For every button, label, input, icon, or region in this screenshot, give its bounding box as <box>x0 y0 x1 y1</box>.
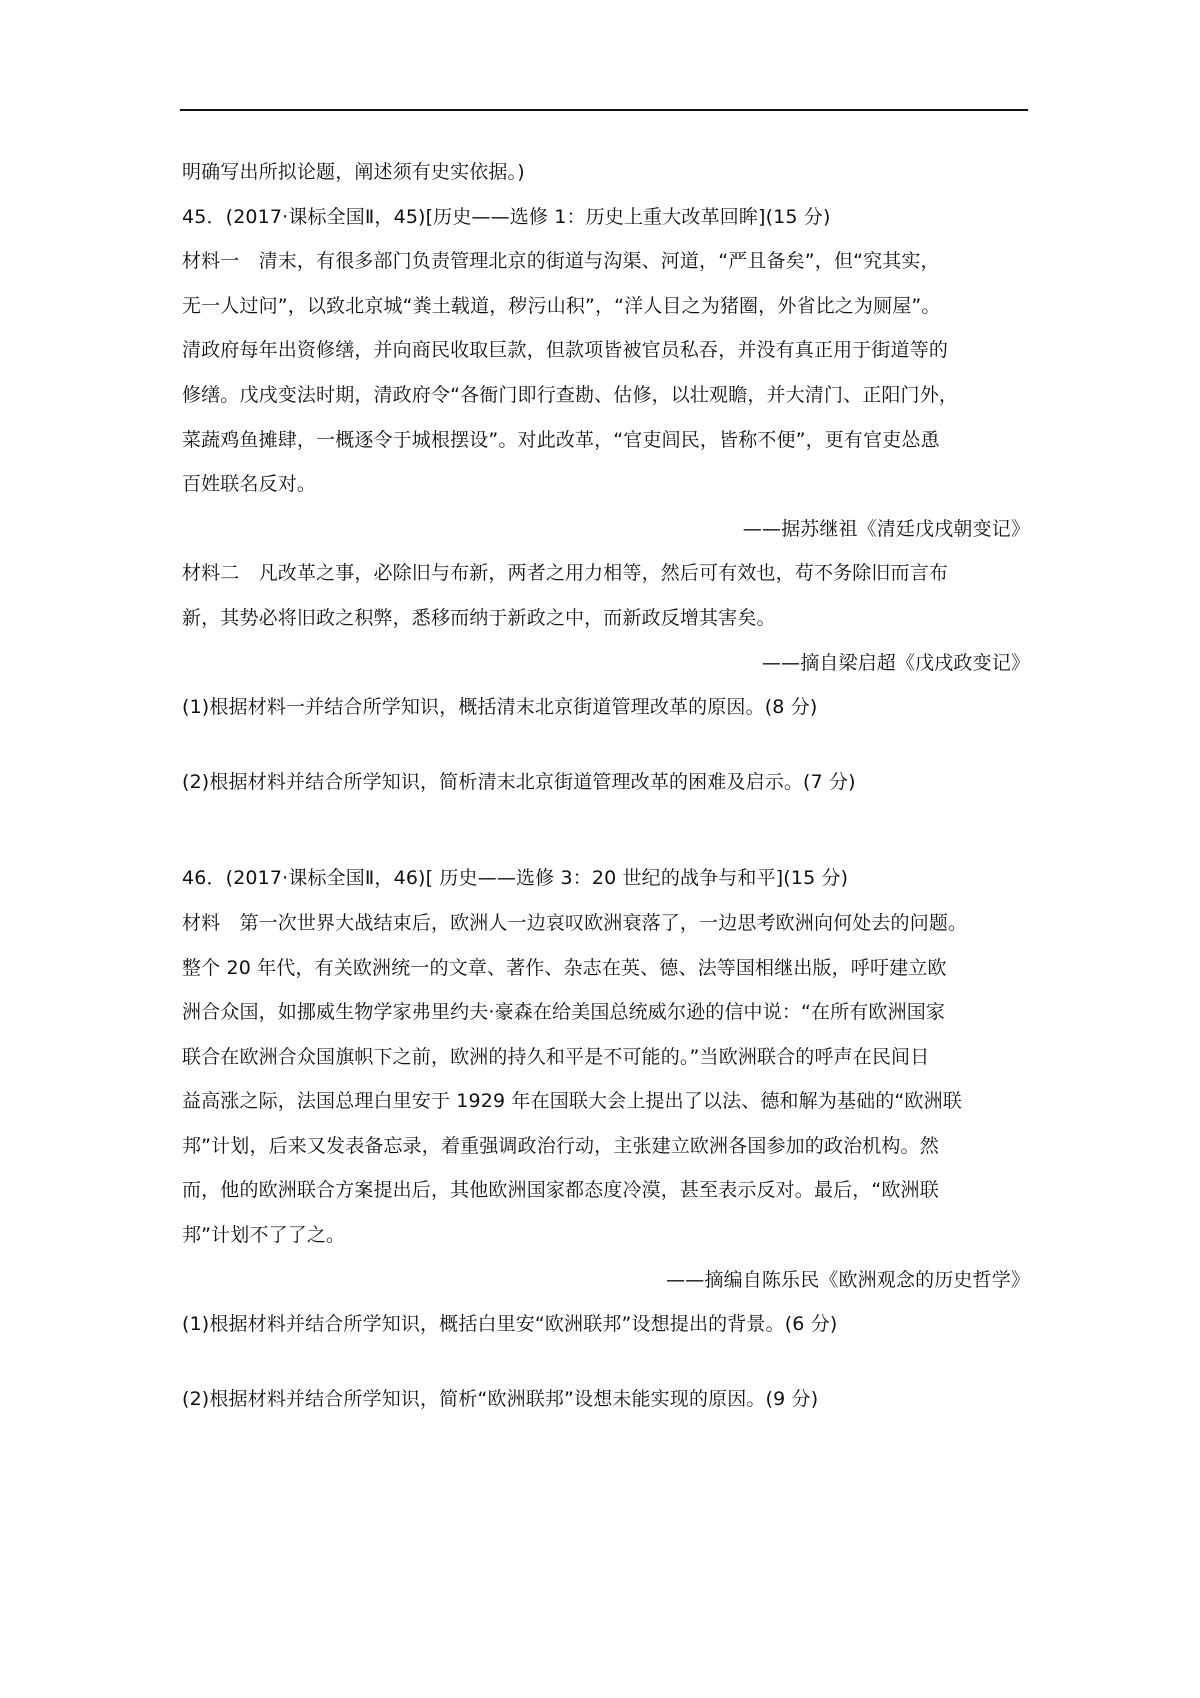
question-46-material <box>182 901 1030 1258</box>
document-body <box>182 150 1030 1421</box>
material-2-source: ——摘自梁启超《戊戌政变记》 <box>761 651 1030 674</box>
question-45-material-1 <box>182 239 1030 507</box>
material-1-source: ——据苏继祖《清廷戊戌朝变记》 <box>742 517 1030 540</box>
material-line: 益高涨之际，法国总理白里安于 1929 年在国联大会上提出了以法、德和解为基础的“欧洲联 <box>182 1090 962 1113</box>
material-line: 邦”计划不了了之。 <box>182 1224 346 1247</box>
material-line: 清政府每年出资修缮，并向商民收取巨款，但款项皆被官员私吞，并没有真正用于街道等的 <box>182 339 949 362</box>
material-line: 无一人过问”，以致北京城“粪土载道，秽污山积”，“洋人目之为猪圈，外省比之为厕屋”。 <box>182 294 941 317</box>
material-line: 而，他的欧洲联合方案提出后，其他欧洲国家都态度冷漠，甚至表示反对。最后，“欧洲联 <box>182 1179 939 1202</box>
material-line: 修缮。戊戌变法时期，清政府令“各衙门即行查勘、估修，以壮观瞻，并大清门、正阳门外， <box>182 383 958 406</box>
header-rule <box>180 109 1028 111</box>
material-line: 百姓联名反对。 <box>182 473 317 496</box>
material-line: 整个 20 年代，有关欧洲统一的文章、著作、杂志在英、德、法等国相继出版，呼吁建立欧 <box>182 956 947 979</box>
material-line: 材料二 凡改革之事，必除旧与布新，两者之用力相等，然后可有效也，苟不务除旧而言布 <box>182 562 949 585</box>
question-46-sub-1: (1)根据材料并结合所学知识，概括白里安“欧洲联邦”设想提出的背景。(6 分) <box>182 1313 838 1336</box>
question-45-material-2 <box>182 551 1030 640</box>
material-line: 菜蔬鸡鱼摊肆，一概逐令于城根摆设”。对此改革，“官吏闾民，皆称不便”，更有官吏怂恿 <box>182 428 940 451</box>
question-45 <box>182 195 1030 857</box>
question-45-sub-1: (1)根据材料一并结合所学知识，概括清末北京街道管理改革的原因。(8 分) <box>182 696 818 719</box>
question-46-header: 46．(2017·课标全国Ⅱ，46)[ 历史——选修 3：20 世纪的战争与和平](15 分) <box>182 867 849 890</box>
material-source: ——摘编自陈乐民《欧洲观念的历史哲学》 <box>666 1268 1030 1291</box>
question-46-sub-2: (2)根据材料并结合所学知识，简析“欧洲联邦”设想未能实现的原因。(9 分) <box>182 1387 819 1410</box>
material-line: 洲合众国，如挪威生物学家弗里约夫·豪森在给美国总统威尔逊的信中说：“在所有欧洲国家 <box>182 1001 946 1024</box>
material-line: 材料一 清末，有很多部门负责管理北京的街道与沟渠、河道，“严且备矣”，但“究其实， <box>182 250 940 273</box>
material-line: 邦”计划，后来又发表备忘录，着重强调政治行动，主张建立欧洲各国参加的政治机构。然 <box>182 1134 939 1157</box>
question-45-header: 45．(2017·课标全国Ⅱ，45)[历史——选修 1：历史上重大改革回眸](15 分) <box>182 205 831 228</box>
question-45-sub-2: (2)根据材料并结合所学知识，简析清末北京街道管理改革的困难及启示。(7 分) <box>182 770 856 793</box>
material-line: 联合在欧洲合众国旗帜下之前，欧洲的持久和平是不可能的。”当欧洲联合的呼声在民间日 <box>182 1045 930 1068</box>
continuation-text: 明确写出所拟论题，阐述须有史实依据。) <box>182 161 525 183</box>
material-line: 新，其势必将旧政之积弊，悉移而纳于新政之中，而新政反增其害矣。 <box>182 606 776 629</box>
question-46 <box>182 856 1030 1421</box>
material-line: 材料 第一次世界大战结束后，欧洲人一边哀叹欧洲衰落了，一边思考欧洲向何处去的问题。 <box>182 911 968 934</box>
